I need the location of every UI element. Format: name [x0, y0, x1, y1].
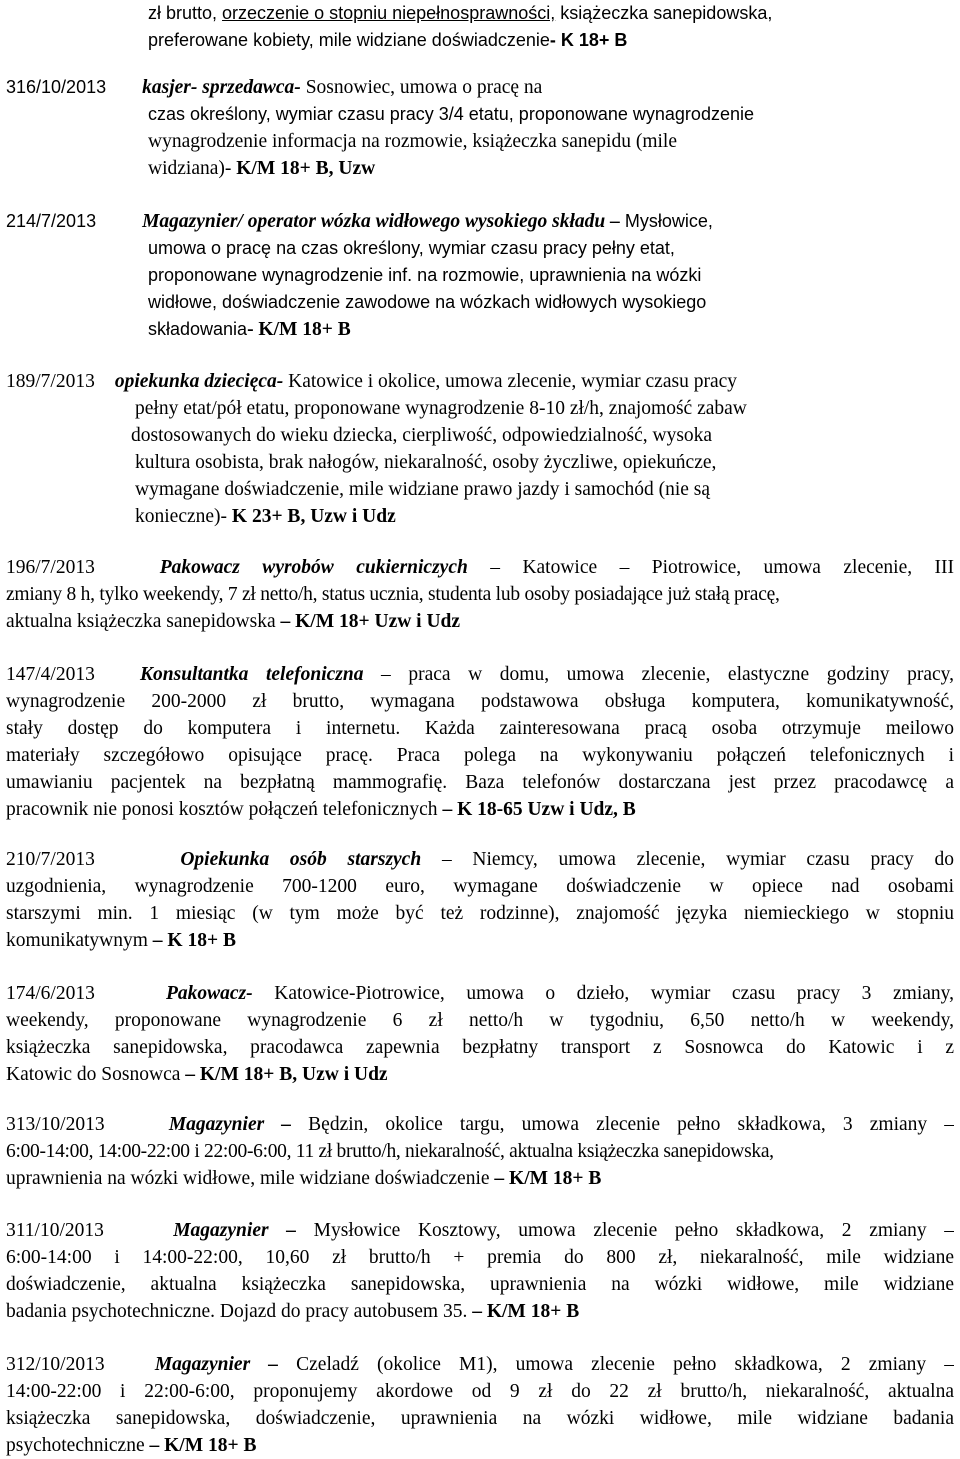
- text-line: widłowe, doświadczenie zawodowe na wózkach widłowych wysokiego: [148, 292, 707, 312]
- entry-id: 174/6/2013: [6, 983, 95, 1004]
- job-entry-body: [131, 395, 960, 530]
- text-span: Mysłowice,: [619, 211, 713, 231]
- text-span: preferowane kobiety, mile widziane doświadczenie: [148, 30, 550, 50]
- text-line: umowa o pracę na czas określony, wymiar czasu pracy pełny etat,: [148, 238, 675, 258]
- text-span: – Katowice – Piotrowice, umowa zlecenie, III: [490, 557, 954, 578]
- entry-id: 313/10/2013: [6, 1114, 105, 1135]
- text-span: badania psychotechniczne. Dojazd do pracy autobusem 35.: [6, 1301, 473, 1322]
- text-line: stały dostęp do komputera i internetu. Każda zainteresowana pracą osoba otrzymuje meilowo: [6, 718, 954, 739]
- job-entry: [6, 980, 954, 1088]
- text-span: aktualna książeczka sanepidowska: [6, 611, 281, 632]
- job-entry: [6, 1217, 954, 1325]
- text-line: 6:00-14:00 i 14:00-22:00, 10,60 zł brutto/h + premia do 800 zł, niekaralność, mile widziane: [6, 1247, 954, 1268]
- text-span: Sosnowiec, umowa o pracę na: [300, 77, 543, 98]
- entry-id: 311/10/2013: [6, 1220, 104, 1241]
- entry-id: 210/7/2013: [6, 849, 95, 870]
- job-title: Magazynier/ operator wózka widłowego wysokiego składu –: [142, 211, 620, 232]
- text-line: wymagane doświadczenie, mile widziane prawo jazdy i samochód (nie są: [135, 479, 711, 500]
- text-span: – praca w domu, umowa zlecenie, elastyczne godziny pracy,: [381, 664, 954, 685]
- job-code: – K 18-65 Uzw i Udz, B: [442, 799, 636, 820]
- text-line: pełny etat/pół etatu, proponowane wynagrodzenie 8-10 zł/h, znajomość zabaw: [135, 398, 747, 419]
- job-entry: [6, 1111, 954, 1192]
- job-code: – K/M 18+ B, Uzw i Udz: [185, 1064, 388, 1085]
- text-line: książeczka sanepidowska, pracodawca zapewnia bezpłatny transport z Sosnowca do Katowic i z: [6, 1037, 954, 1058]
- text-span: – Niemcy, umowa zlecenie, wymiar czasu pracy do: [441, 849, 954, 870]
- job-entry: [6, 554, 954, 635]
- job-code: - K/M 18+ B: [247, 319, 351, 340]
- text-span: Będzin, okolice targu, umowa zlecenie pełno składkowa, 3 zmiany –: [308, 1114, 954, 1135]
- job-entry: [6, 368, 956, 395]
- text-span: pracownik nie ponosi kosztów połączeń telefonicznych: [6, 799, 443, 820]
- text-line: uzgodnienia, wynagrodzenie 700-1200 euro, wymagane doświadczenie w opiece nad osobami: [6, 876, 954, 897]
- text-span: komunikatywnym: [6, 930, 153, 951]
- text-span: zł brutto,: [148, 3, 223, 23]
- text-line: proponowane wynagrodzenie inf. na rozmowie, uprawnienia na wózki: [148, 265, 702, 285]
- job-code: – K 18+ B: [152, 930, 236, 951]
- text-line: wynagrodzenie 200-2000 zł brutto, wymagana podstawowa obsługa komputera, komunikatywność,: [6, 691, 954, 712]
- text-span: Mysłowice Kosztowy, umowa zlecenie pełno składkowa, 2 zmiany –: [313, 1220, 954, 1241]
- job-entry: [6, 846, 954, 954]
- text-span: Czeladź (okolice M1), umowa zlecenie pełno składkowa, 2 zmiany –: [296, 1354, 954, 1375]
- text-line: umawianiu pacjentek na bezpłatną mammografię. Baza telefonów dostarczana jest przez pracodawcę a: [6, 772, 954, 793]
- job-code: – K/M 18+ Uzw i Udz: [280, 611, 461, 632]
- job-code: K/M 18+ B, Uzw: [236, 158, 376, 179]
- text-span: uprawnienia na wózki widłowe, mile widziane doświadczenie: [6, 1168, 495, 1189]
- job-entry: [6, 208, 956, 235]
- job-entry-body: [148, 101, 960, 182]
- job-code: K 23+ B, Uzw i Udz: [231, 506, 396, 527]
- text-line: czas określony, wymiar czasu pracy 3/4 etatu, proponowane wynagrodzenie: [148, 104, 754, 124]
- job-title: Magazynier –: [154, 1354, 279, 1375]
- job-code: – K/M 18+ B: [472, 1301, 580, 1322]
- job-entry-body: [148, 235, 960, 343]
- underlined-text: orzeczenie o stopniu niepełnosprawności,: [222, 3, 556, 23]
- text-line: zmiany 8 h, tylko weekendy, 7 zł netto/h, status ucznia, studenta lub osoby posiadające już stałą pracę,: [6, 584, 780, 605]
- job-entry: [6, 661, 954, 823]
- job-code: – K/M 18+ B: [149, 1435, 257, 1456]
- entry-id: 316/10/2013: [6, 77, 107, 97]
- text-span: książeczka sanepidowska,: [555, 3, 773, 23]
- entry-continuation: [148, 0, 960, 54]
- job-title: Pakowacz-: [166, 983, 253, 1004]
- entry-id: 214/7/2013: [6, 211, 97, 231]
- text-span: Katowice i okolice, umowa zlecenie, wymiar czasu pracy: [283, 371, 737, 392]
- text-line: 6:00-14:00, 14:00-22:00 i 22:00-6:00, 11 zł brutto/h, niekaralność, aktualna książeczka sanepidowska,: [6, 1141, 774, 1162]
- text-span: widziana)-: [148, 158, 237, 179]
- job-title: opiekunka dziecięca-: [114, 371, 284, 392]
- text-span: składowania: [148, 319, 248, 339]
- job-title: Konsultantka telefoniczna: [140, 664, 364, 685]
- text-line: doświadczenie, aktualna książeczka sanepidowska, uprawnienia na wózki widłowe, mile widziane: [6, 1274, 954, 1295]
- job-entry: [6, 1351, 954, 1459]
- text-line: weekendy, proponowane wynagrodzenie 6 zł netto/h w tygodniu, 6,50 netto/h w weekendy,: [6, 1010, 954, 1031]
- job-code: – K/M 18+ B: [494, 1168, 602, 1189]
- entry-id: 189/7/2013: [6, 371, 95, 392]
- job-title: Magazynier –: [173, 1220, 296, 1241]
- entry-id: 196/7/2013: [6, 557, 95, 578]
- text-span: Katowice-Piotrowice, umowa o dzieło, wymiar czasu pracy 3 zmiany,: [274, 983, 954, 1004]
- text-span: konieczne)-: [135, 506, 232, 527]
- text-line: dostosowanych do wieku dziecka, cierpliwość, odpowiedzialność, wysoka: [131, 425, 713, 446]
- text-line: kultura osobista, brak nałogów, niekaralność, osoby życzliwe, opiekuńcze,: [135, 452, 717, 473]
- entry-id: 147/4/2013: [6, 664, 95, 685]
- job-code: - K 18+ B: [549, 30, 628, 50]
- job-title: Magazynier –: [168, 1114, 292, 1135]
- text-line: starszymi min. 1 miesiąc (w tym może być też rodzinne), znajomość języka niemieckiego w stopniu: [6, 903, 954, 924]
- text-line: materiały szczegółowo opisujące pracę. Praca polega na wykonywaniu połączeń telefonicznych i: [6, 745, 954, 766]
- text-line: 14:00-22:00 i 22:00-6:00, proponujemy akordowe od 9 zł do 22 zł brutto/h, niekaralność, aktualna: [6, 1381, 954, 1402]
- text-span: psychotechniczne: [6, 1435, 150, 1456]
- job-title: Opiekunka osób starszych: [180, 849, 422, 870]
- job-title: kasjer- sprzedawca-: [142, 77, 301, 98]
- job-title: Pakowacz wyrobów cukierniczych: [159, 557, 468, 578]
- job-entry: [6, 74, 956, 101]
- text-span: Katowic do Sosnowca: [6, 1064, 186, 1085]
- text-line: książeczka sanepidowska, doświadczenie, uprawnienia na wózki widłowe, mile widziane badania: [6, 1408, 954, 1429]
- entry-id: 312/10/2013: [6, 1354, 105, 1375]
- text-line: wynagrodzenie informacja na rozmowie, książeczka sanepidu (mile: [148, 131, 677, 152]
